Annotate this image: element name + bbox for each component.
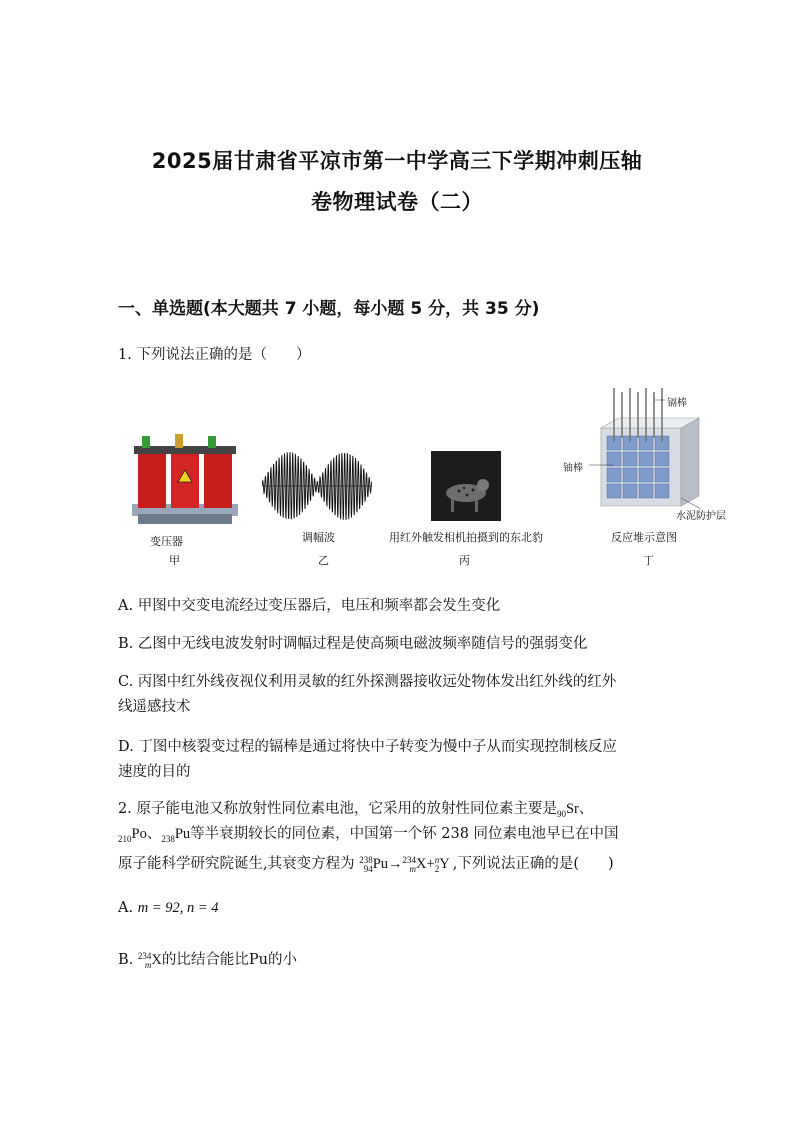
decay-equation: 238 94Pu→234 mX+n 2Y — [359, 854, 450, 874]
q1-option-b: B. 乙图中无线电波发射时调幅过程是使高频电磁波频率随信号的强弱变化 — [118, 636, 588, 652]
section-heading: 一、单选题(本大题共 7 小题，每小题 5 分，共 35 分) — [118, 299, 540, 319]
page-title-line2: 卷物理试卷（二） — [311, 190, 483, 214]
fig-a-label: 甲 — [169, 554, 180, 567]
page-title-line1: 2025届甘肃省平凉市第一中学高三下学期冲刺压轴 — [151, 149, 643, 173]
fig-d-uranium-label: 铀棒 — [563, 463, 583, 474]
transformer-coil-left — [138, 452, 166, 508]
fig-d-caption: 反应堆示意图 — [611, 531, 677, 544]
q1-option-d-line1: D. 丁图中核裂变过程的镉棒是通过将快中子转变为慢中子从而实现控制核反应 — [118, 739, 617, 755]
q1-option-d-line2: 速度的目的 — [118, 764, 191, 780]
q1-option-c-line1: C. 丙图中红外线夜视仪利用灵敏的红外探测器接收远处物体发出红外线的红外 — [118, 674, 617, 690]
q1-stem: 1. 下列说法正确的是（ ） — [118, 347, 311, 363]
q2-stem-line3: 原子能科学研究院诞生,其衰变方程为 238 94Pu→234 mX+n 2Y ,下列说法正确的是( ) — [118, 854, 614, 874]
fig-a-caption: 变压器 — [150, 535, 183, 548]
q2-stem-line2: $_{210}$Po、$_{238}$Pu等半衰期较长的同位素，中国第一个钚 238 同位素电池早已在中国 — [118, 826, 619, 844]
am-wave-figure — [262, 450, 372, 522]
fig-d-concrete-label: 水泥防护层 — [676, 511, 726, 522]
reactor-figure — [563, 388, 723, 526]
transformer-figure — [128, 432, 242, 528]
fig-c-caption: 用红外触发相机拍摄到的东北豹 — [389, 531, 543, 544]
q2-option-a: A. m = 92, n = 4 — [118, 900, 219, 916]
q1-option-a: A. 甲图中交变电流经过变压器后，电压和频率都会发生变化 — [118, 598, 501, 614]
q1-option-c-line2: 线遥感技术 — [118, 699, 191, 715]
fig-d-label: 丁 — [643, 554, 654, 567]
q2-stem-line1: 2. 原子能电池又称放射性同位素电池，它采用的放射性同位素主要是$_{90}$Sr、 — [118, 801, 594, 819]
fig-b-label: 乙 — [318, 554, 329, 567]
fig-b-caption: 调幅波 — [302, 531, 335, 544]
transformer-coil-right — [204, 452, 232, 508]
q2-option-b: B. 234 mX的比结合能比Pu的小 — [118, 950, 297, 970]
fig-d-cadmium-label: 镉棒 — [667, 398, 687, 409]
leopard-photo-figure — [431, 451, 501, 521]
fig-c-label: 丙 — [459, 554, 470, 567]
